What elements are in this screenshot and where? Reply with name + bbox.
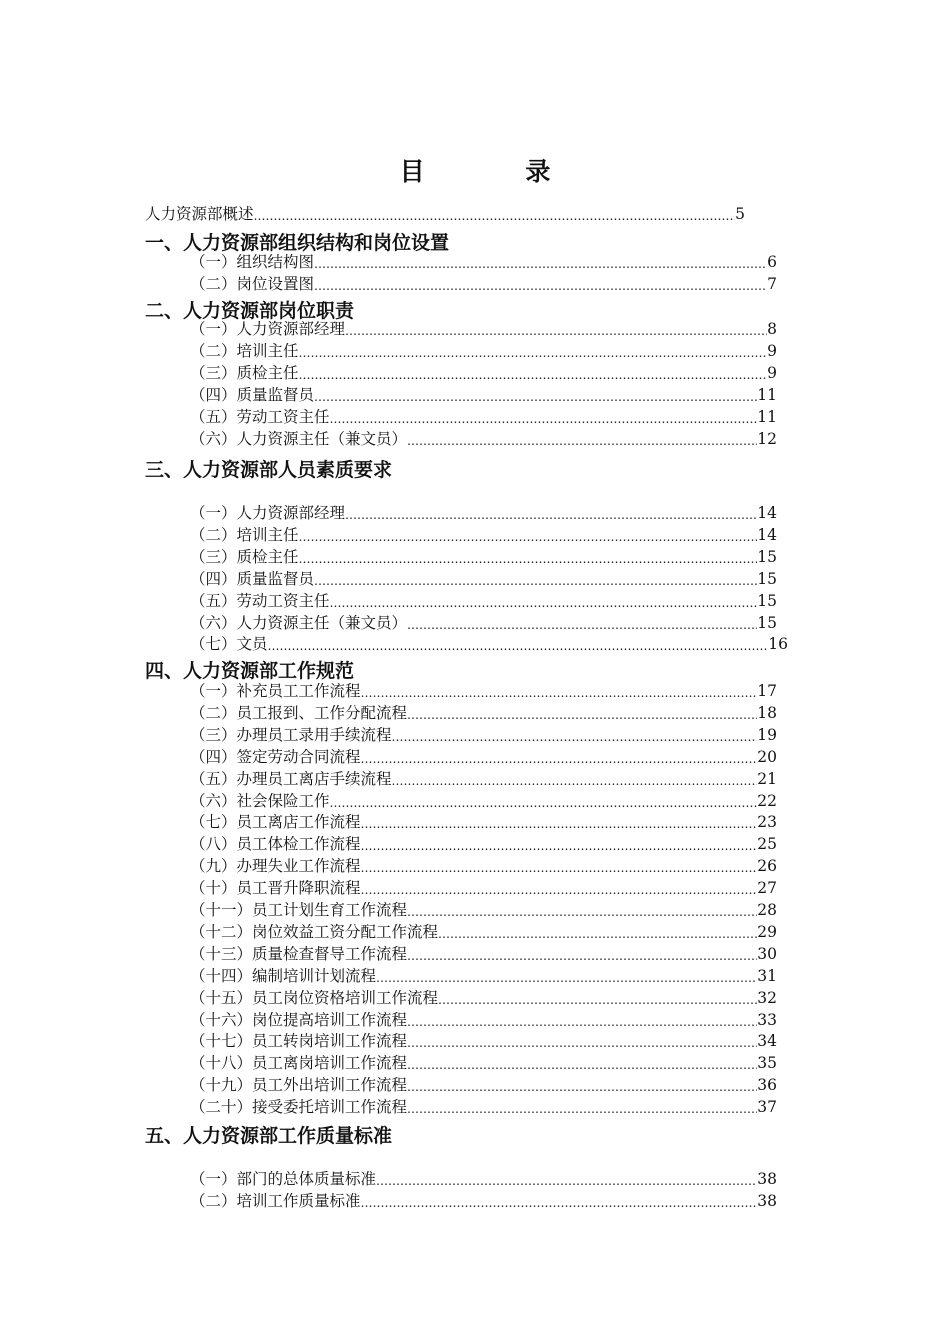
toc-entry-label: （四）质量监督员 — [190, 569, 315, 588]
toc-entry-page: 9 — [767, 363, 777, 382]
dot-leader — [314, 573, 757, 589]
toc-entry-page: 18 — [757, 703, 777, 722]
dot-leader — [407, 1079, 757, 1095]
toc-entry-page: 15 — [757, 613, 777, 632]
section-heading: 二、人力资源部岗位职责 — [145, 300, 355, 322]
dot-leader — [299, 367, 768, 383]
toc-entry[interactable] — [190, 319, 777, 339]
toc-entry-page: 30 — [757, 944, 777, 963]
toc-entry-page: 23 — [757, 813, 777, 832]
toc-entry-page: 27 — [757, 879, 777, 898]
toc-entry[interactable] — [190, 747, 777, 767]
toc-entry[interactable] — [190, 363, 777, 383]
toc-entry-page: 15 — [757, 569, 777, 588]
toc-entry[interactable] — [190, 503, 777, 523]
toc-entry-label: （十）员工晋升降职流程 — [190, 879, 361, 898]
toc-entry-label: （一）部门的总体质量标准 — [190, 1170, 377, 1188]
toc-entry-page: 37 — [757, 1098, 777, 1117]
toc-entry-label: （六）社会保险工作 — [190, 791, 330, 810]
toc-entry[interactable] — [190, 1169, 777, 1189]
dot-leader — [438, 926, 757, 942]
toc-entry[interactable] — [190, 900, 777, 920]
toc-entry[interactable] — [190, 341, 777, 361]
toc-entry[interactable] — [190, 1053, 777, 1073]
dot-leader — [299, 529, 758, 545]
toc-entry-page: 34 — [757, 1032, 777, 1051]
toc-entry[interactable] — [190, 703, 777, 723]
dot-leader — [407, 1101, 757, 1117]
toc-entry-label: （一）人力资源部经理 — [190, 320, 346, 338]
dot-leader — [361, 751, 758, 767]
dot-leader — [361, 882, 758, 898]
toc-entry-page: 38 — [757, 1191, 777, 1210]
toc-entry-label: （二）培训工作质量标准 — [190, 1191, 361, 1210]
dot-leader — [407, 948, 757, 964]
dot-leader — [392, 729, 758, 745]
toc-entry-page: 21 — [757, 769, 777, 788]
toc-entry-page: 26 — [757, 857, 777, 876]
toc-entry[interactable] — [190, 944, 777, 964]
toc-entry-label: （二）员工报到、工作分配流程 — [190, 703, 408, 722]
toc-entry[interactable] — [190, 834, 777, 854]
toc-entry[interactable] — [190, 812, 777, 832]
toc-entry-label: （十四）编制培训计划流程 — [190, 966, 377, 985]
dot-leader — [376, 970, 757, 986]
toc-entry[interactable] — [190, 725, 777, 745]
toc-entry[interactable] — [190, 966, 777, 986]
toc-entry[interactable] — [145, 204, 745, 224]
toc-entry-label: （五）劳动工资主任 — [190, 591, 330, 610]
toc-entry-label: （三）质检主任 — [190, 363, 299, 382]
dot-leader — [407, 707, 757, 723]
toc-entry-label: 人力资源部概述 — [145, 205, 254, 223]
dot-leader — [407, 1014, 757, 1030]
toc-entry-page: 25 — [757, 835, 777, 854]
toc-entry-label: （十七）员工转岗培训工作流程 — [190, 1032, 408, 1051]
toc-entry-label: （四）质量监督员 — [190, 385, 315, 404]
section-heading: 四、人力资源部工作规范 — [145, 660, 355, 682]
toc-entry-page: 8 — [767, 320, 777, 338]
toc-entry[interactable] — [190, 613, 777, 633]
dot-leader — [330, 595, 758, 611]
toc-entry-page: 22 — [757, 791, 777, 810]
toc-entry-label: （五）劳动工资主任 — [190, 407, 330, 426]
toc-entry[interactable] — [190, 681, 777, 701]
toc-entry[interactable] — [190, 525, 777, 545]
toc-entry[interactable] — [190, 1075, 777, 1095]
section-heading: 三、人力资源部人员素质要求 — [145, 459, 393, 481]
toc-entry-label: （十二）岗位效益工资分配工作流程 — [190, 922, 439, 941]
toc-entry-page: 16 — [768, 635, 788, 654]
toc-entry[interactable] — [190, 769, 777, 789]
dot-leader — [361, 685, 758, 701]
dot-leader — [361, 860, 758, 876]
toc-entry[interactable] — [190, 385, 777, 405]
dot-leader — [299, 551, 758, 567]
toc-entry[interactable] — [190, 252, 777, 272]
toc-entry-label: （四）签定劳动合同流程 — [190, 747, 361, 766]
toc-entry-page: 7 — [767, 274, 777, 293]
toc-entry-page: 35 — [757, 1054, 777, 1073]
toc-entry-page: 31 — [757, 966, 777, 985]
dot-leader — [376, 1173, 757, 1189]
toc-entry[interactable] — [190, 274, 777, 294]
toc-entry-label: （六）人力资源主任（兼文员） — [190, 613, 408, 632]
toc-entry[interactable] — [190, 878, 777, 898]
toc-entry[interactable] — [190, 429, 777, 449]
section-heading: 一、人力资源部组织结构和岗位设置 — [145, 232, 450, 254]
toc-entry-label: （一）组织结构图 — [190, 253, 315, 271]
toc-entry-label: （七）员工离店工作流程 — [190, 813, 361, 832]
dot-leader — [330, 411, 758, 427]
toc-entry-page: 17 — [757, 682, 777, 700]
dot-leader — [361, 816, 758, 832]
toc-entry[interactable] — [190, 856, 777, 876]
toc-entry[interactable] — [190, 791, 777, 811]
toc-entry-label: （三）质检主任 — [190, 547, 299, 566]
toc-entry-label: （十五）员工岗位资格培训工作流程 — [190, 988, 439, 1007]
toc-entry-page: 14 — [757, 504, 777, 522]
dot-leader — [407, 904, 757, 920]
dot-leader — [361, 1195, 758, 1211]
toc-entry-label: （五）办理员工离店手续流程 — [190, 769, 392, 788]
toc-entry-page: 11 — [757, 385, 777, 404]
dot-leader — [407, 433, 757, 449]
toc-entry-page: 14 — [757, 525, 777, 544]
toc-entry-label: （十六）岗位提高培训工作流程 — [190, 1010, 408, 1029]
toc-entry[interactable] — [190, 922, 777, 942]
toc-entry-page: 11 — [757, 407, 777, 426]
toc-entry-page: 32 — [757, 988, 777, 1007]
toc-entry-page: 12 — [757, 429, 777, 448]
toc-entry-page: 6 — [767, 253, 777, 271]
toc-entry-page: 28 — [757, 901, 777, 919]
toc-entry[interactable] — [190, 634, 788, 654]
toc-entry-label: （七）文员 — [190, 635, 268, 654]
toc-entry-label: （九）办理失业工作流程 — [190, 857, 361, 876]
dot-leader — [330, 795, 758, 811]
toc-entry-page: 20 — [757, 747, 777, 766]
toc-entry-label: （一）人力资源部经理 — [190, 504, 346, 522]
toc-entry-page: 33 — [757, 1010, 777, 1029]
toc-entry-label: （十一）员工计划生育工作流程 — [190, 901, 408, 919]
toc-entry[interactable] — [190, 569, 777, 589]
toc-entry[interactable] — [190, 591, 777, 611]
dot-leader — [314, 278, 767, 294]
toc-entry-page: 15 — [757, 591, 777, 610]
toc-entry-label: （二）培训主任 — [190, 341, 299, 360]
toc-entry-label: （八）员工体检工作流程 — [190, 835, 361, 854]
toc-entry-page: 5 — [735, 205, 745, 223]
dot-leader — [392, 773, 758, 789]
toc-entry-page: 29 — [757, 922, 777, 941]
toc-entry[interactable] — [190, 1097, 777, 1117]
dot-leader — [314, 256, 767, 272]
toc-entry-page: 9 — [767, 341, 777, 360]
toc-entry-page: 36 — [757, 1076, 777, 1095]
toc-entry-label: （六）人力资源主任（兼文员） — [190, 429, 408, 448]
dot-leader — [345, 507, 757, 523]
toc-entry[interactable] — [190, 1031, 777, 1051]
dot-leader — [407, 1057, 757, 1073]
dot-leader — [345, 323, 767, 339]
toc-entry[interactable] — [190, 988, 777, 1008]
page-title: 目 录 — [399, 157, 597, 186]
toc-entry[interactable] — [190, 1191, 777, 1211]
dot-leader — [254, 208, 736, 224]
toc-entry-label: （二）培训主任 — [190, 525, 299, 544]
toc-entry-label: （十三）质量检查督导工作流程 — [190, 944, 408, 963]
toc-entry-label: （二）岗位设置图 — [190, 274, 315, 293]
toc-entry-page: 38 — [757, 1170, 777, 1188]
toc-entry-page: 15 — [757, 547, 777, 566]
dot-leader — [268, 638, 769, 654]
toc-entry-label: （十九）员工外出培训工作流程 — [190, 1076, 408, 1095]
dot-leader — [438, 992, 757, 1008]
dot-leader — [299, 345, 768, 361]
dot-leader — [407, 1035, 757, 1051]
dot-leader — [314, 389, 757, 405]
toc-entry-label: （三）办理员工录用手续流程 — [190, 725, 392, 744]
toc-entry-label: （十八）员工离岗培训工作流程 — [190, 1054, 408, 1073]
toc-entry-label: （二十）接受委托培训工作流程 — [190, 1098, 408, 1117]
dot-leader — [407, 617, 757, 633]
toc-entry-page: 19 — [757, 725, 777, 744]
dot-leader — [361, 838, 758, 854]
toc-entry[interactable] — [190, 547, 777, 567]
toc-entry-label: （一）补充员工工作流程 — [190, 682, 361, 700]
toc-entry[interactable] — [190, 1010, 777, 1030]
section-heading: 五、人力资源部工作质量标准 — [145, 1125, 393, 1147]
toc-entry[interactable] — [190, 407, 777, 427]
